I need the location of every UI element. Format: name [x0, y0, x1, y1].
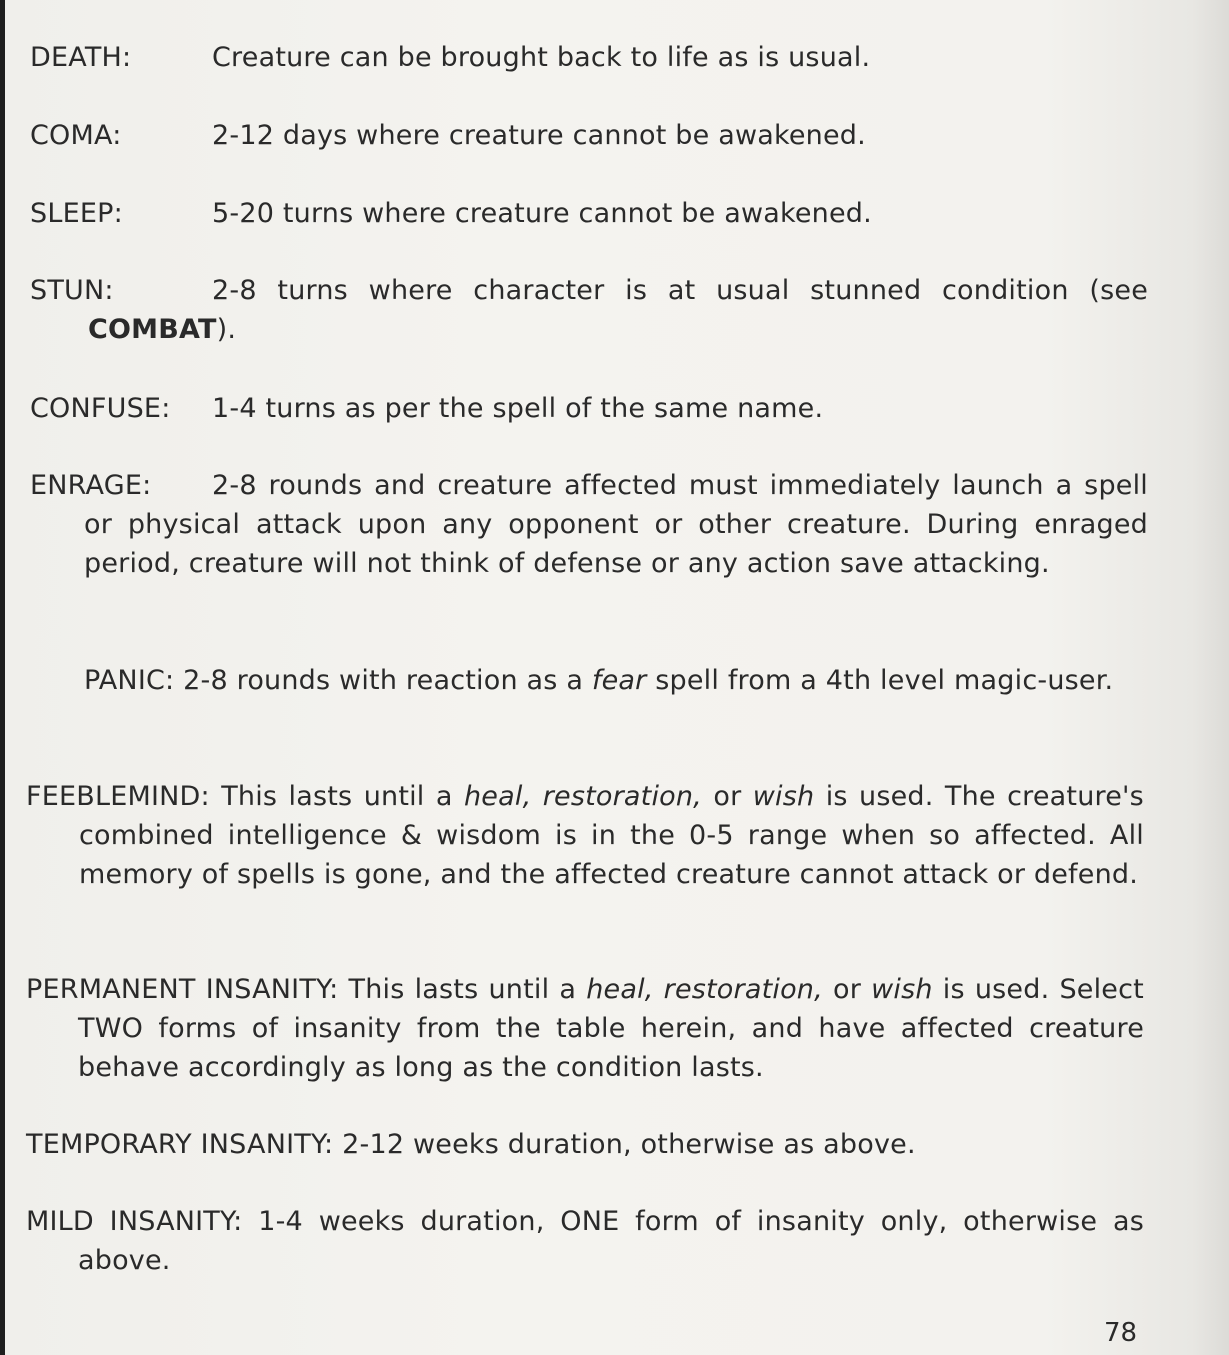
entry-term: FEEBLEMIND:: [26, 781, 210, 812]
entry-term: TEMPORARY INSANITY:: [26, 1129, 334, 1160]
entry-text: 2-12 days where creature cannot be awakened.: [212, 120, 866, 151]
entry-text: This lasts until a: [348, 974, 577, 1005]
entry-text: Creature can be brought back to life as is usual.: [212, 42, 871, 73]
spell-name-wish: wish: [752, 781, 815, 812]
entry-term: MILD INSANITY:: [26, 1206, 243, 1237]
entry-text: 2-8 rounds and creature affected must immediately launch a spell or physical attack upon any opponent or other creature. During enraged period, creature will not think of defense or any action save attacking.: [84, 470, 1148, 579]
entry-temporary-insanity: [26, 1125, 1146, 1164]
entry-enrage: [30, 466, 1148, 583]
entry-confuse: [30, 389, 1150, 428]
entry-term: SLEEP:: [30, 198, 123, 229]
combat-reference: COMBAT: [88, 314, 217, 345]
entry-panic: [84, 661, 1148, 700]
entry-text: This lasts until a: [221, 781, 453, 812]
entry-term: DEATH:: [30, 42, 132, 73]
entry-term: CONFUSE:: [30, 393, 171, 424]
spell-name: fear: [591, 665, 647, 696]
entry-text-mid: or: [832, 974, 862, 1005]
entry-sleep: [30, 194, 1150, 233]
entry-permanent-insanity: [26, 970, 1144, 1087]
entry-term: PERMANENT INSANITY:: [26, 974, 339, 1005]
entry-text-end: is used. The creature's combined intelligence & wisdom is in the 0-5 range when so affected. All memory of spells is gone, and the affected creature cannot attack or defend.: [79, 781, 1144, 890]
entry-term: PANIC:: [84, 665, 175, 696]
entry-text-mid: or: [713, 781, 742, 812]
entry-mild-insanity: [26, 1202, 1144, 1280]
page-edge-border: [0, 0, 5, 1355]
entry-coma: [30, 116, 1150, 155]
spell-names: heal, restoration,: [464, 781, 702, 812]
spell-name-wish: wish: [871, 974, 933, 1005]
entry-text: 2-12 weeks duration, otherwise as above.: [342, 1129, 916, 1160]
entry-term: ENRAGE:: [30, 470, 152, 501]
spell-names: heal, restoration,: [586, 974, 823, 1005]
entry-text-end: is used. Select TWO forms of insanity from the table herein, and have affected creature behave accordingly as long as the condition lasts.: [78, 974, 1144, 1083]
entry-stun: [30, 271, 1148, 349]
entry-text: 2-8 rounds with reaction as a: [183, 665, 584, 696]
entry-text: 1-4 turns as per the spell of the same name.: [212, 393, 824, 424]
entry-death: [30, 38, 1150, 77]
entry-text-end: spell from a 4th level magic-user.: [655, 665, 1114, 696]
entry-text: 1-4 weeks duration, ONE form of insanity only, otherwise as above.: [78, 1206, 1144, 1276]
entry-term: COMA:: [30, 120, 122, 151]
entry-feeblemind: [26, 777, 1144, 894]
entry-text-end: ).: [216, 314, 237, 345]
entry-text: 2-8 turns where character is at usual stunned condition (see: [212, 275, 1148, 306]
page-number: 78: [1104, 1318, 1138, 1348]
entry-term: STUN:: [30, 275, 114, 306]
entry-text: 5-20 turns where creature cannot be awakened.: [212, 198, 872, 229]
